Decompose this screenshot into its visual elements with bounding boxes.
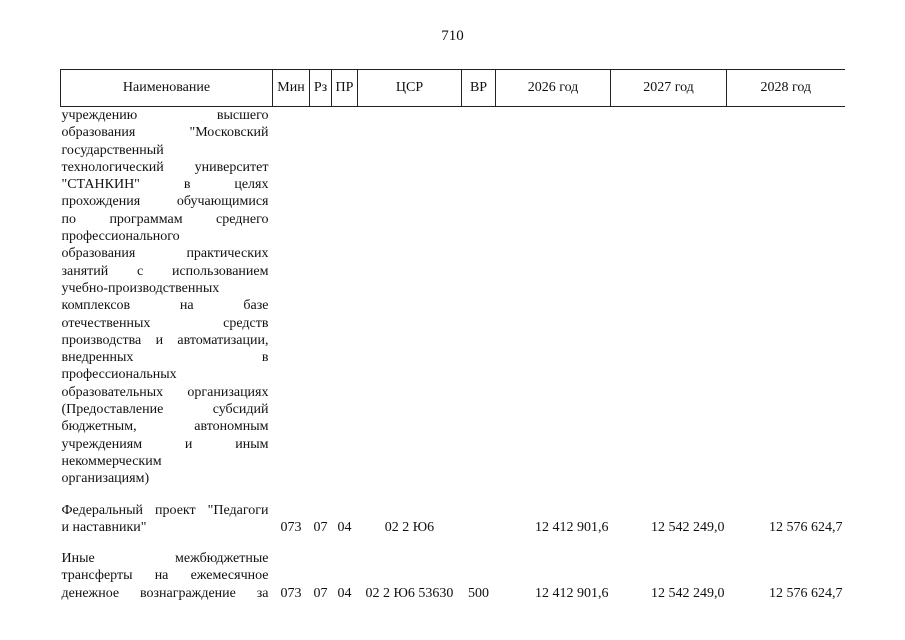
budget-table bbox=[60, 69, 845, 602]
name-line: учреждению высшего bbox=[61, 108, 269, 123]
row-vr: 500 bbox=[468, 585, 489, 601]
name-line: занятий с использованием bbox=[61, 263, 269, 279]
name-line: профессионального bbox=[61, 229, 180, 245]
page-number: 710 bbox=[441, 28, 464, 44]
table-row bbox=[61, 107, 845, 488]
header-2027: 2027 год bbox=[611, 70, 727, 107]
header-vr: ВР bbox=[462, 70, 496, 107]
row-min: 073 bbox=[280, 519, 302, 535]
name-line: образовательных организациях bbox=[61, 384, 269, 400]
row-2028 bbox=[727, 107, 845, 488]
name-line: учебно-производственных bbox=[61, 280, 220, 296]
row-2028: 12 576 624,7 bbox=[769, 519, 843, 535]
header-pr: ПР bbox=[332, 70, 358, 107]
name-line: учреждениям и иным bbox=[61, 436, 269, 452]
name-line: внедренных в bbox=[61, 350, 269, 366]
row-2026 bbox=[496, 107, 611, 488]
table-header-row bbox=[61, 70, 845, 107]
name-line: технологический университет bbox=[61, 159, 269, 175]
name-line: Федеральный проект "Педагоги bbox=[61, 502, 269, 518]
row-spacer bbox=[61, 488, 845, 502]
row-name bbox=[61, 502, 273, 537]
row-spacer bbox=[61, 536, 845, 550]
row-2028: 12 576 624,7 bbox=[769, 585, 843, 601]
table-row bbox=[61, 502, 845, 537]
header-min: Мин bbox=[273, 70, 310, 107]
row-pr: 04 bbox=[337, 585, 352, 601]
row-rz: 07 bbox=[313, 585, 328, 601]
row-min: 073 bbox=[280, 585, 302, 601]
name-line: по программам среднего bbox=[61, 211, 269, 227]
table-row bbox=[61, 550, 845, 602]
name-line: комплексов на базе bbox=[61, 298, 269, 314]
row-2027 bbox=[611, 107, 727, 488]
row-pr bbox=[332, 107, 358, 488]
row-vr bbox=[462, 107, 496, 488]
name-line: (Предоставление субсидий bbox=[61, 402, 269, 418]
name-line: некоммерческим bbox=[61, 453, 162, 469]
row-rz: 07 bbox=[313, 519, 328, 535]
header-name: Наименование bbox=[61, 70, 273, 107]
name-line: Иные межбюджетные bbox=[61, 551, 269, 567]
row-2027: 12 542 249,0 bbox=[651, 585, 725, 601]
row-csr bbox=[358, 107, 462, 488]
header-2028: 2028 год bbox=[727, 70, 845, 107]
name-line: трансферты на ежемесячное bbox=[61, 568, 269, 584]
row-pr: 04 bbox=[337, 519, 352, 535]
row-name bbox=[61, 107, 273, 488]
header-csr: ЦСР bbox=[358, 70, 462, 107]
name-line: отечественных средств bbox=[61, 315, 269, 331]
name-line: образования практических bbox=[61, 246, 269, 262]
row-name bbox=[61, 550, 273, 602]
name-line: государственный bbox=[61, 142, 164, 158]
row-2026: 12 412 901,6 bbox=[535, 519, 609, 535]
name-line: "СТАНКИН" в целях bbox=[61, 177, 269, 193]
name-line: производства и автоматизации, bbox=[61, 332, 269, 348]
row-2027: 12 542 249,0 bbox=[651, 519, 725, 535]
row-csr: 02 2 Ю6 bbox=[384, 519, 435, 535]
row-min bbox=[273, 107, 310, 488]
name-line: и наставники" bbox=[61, 519, 147, 535]
name-line: бюджетным, автономным bbox=[61, 419, 269, 435]
name-line: профессиональных bbox=[61, 367, 177, 383]
name-line: образования "Московский bbox=[61, 125, 269, 141]
row-rz bbox=[310, 107, 332, 488]
name-line: прохождения обучающимися bbox=[61, 194, 269, 210]
row-2026: 12 412 901,6 bbox=[535, 585, 609, 601]
name-line: организациям) bbox=[61, 471, 150, 487]
name-line: денежное вознаграждение за bbox=[61, 585, 269, 601]
header-rz: Рз bbox=[310, 70, 332, 107]
row-vr bbox=[462, 502, 496, 537]
header-2026: 2026 год bbox=[496, 70, 611, 107]
row-csr: 02 2 Ю6 53630 bbox=[365, 585, 454, 601]
